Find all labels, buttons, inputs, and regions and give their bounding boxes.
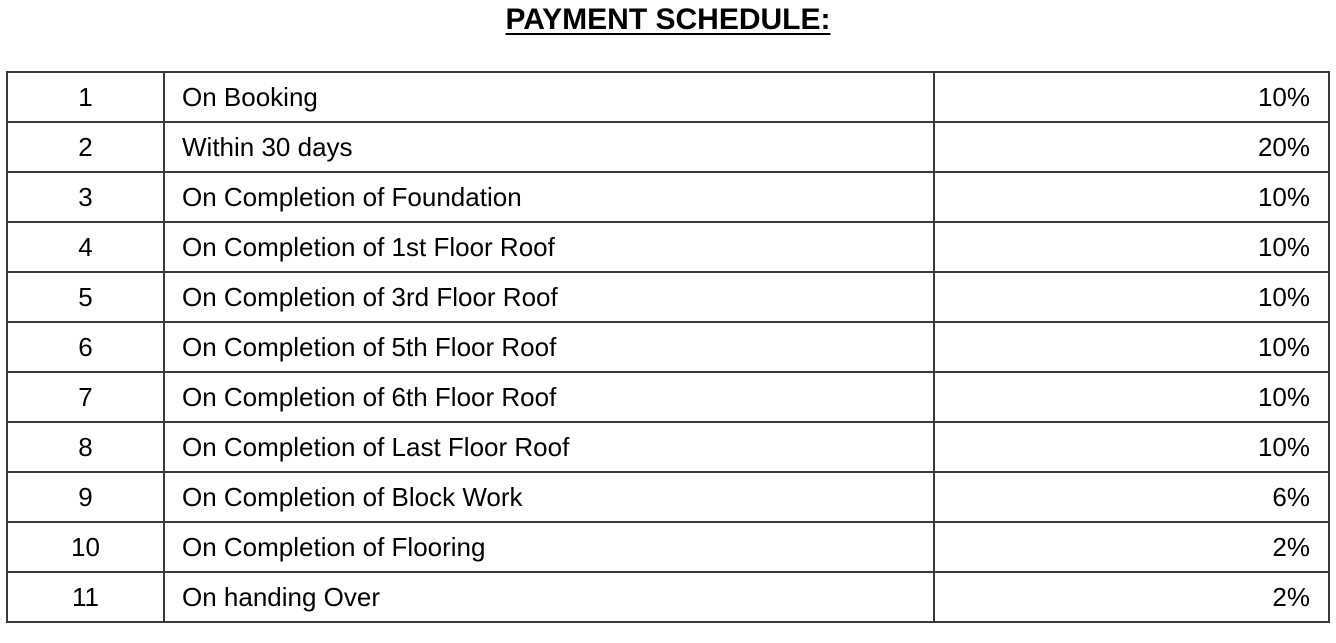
payment-percent: 2% [934,522,1329,572]
table-row [7,422,1329,472]
row-number: 7 [7,372,164,422]
row-number: 1 [7,72,164,122]
payment-percent: 20% [934,122,1329,172]
page-title-text: PAYMENT SCHEDULE: [505,3,831,36]
table-row [7,372,1329,422]
row-number: 9 [7,472,164,522]
table-row [7,222,1329,272]
payment-percent: 10% [934,322,1329,372]
payment-percent: 10% [934,72,1329,122]
payment-stage: On Completion of 1st Floor Roof [164,222,934,272]
table-row [7,122,1329,172]
payment-stage: Within 30 days [164,122,934,172]
payment-stage: On Completion of Last Floor Roof [164,422,934,472]
row-number: 11 [7,572,164,622]
payment-stage: On Booking [164,72,934,122]
row-number: 2 [7,122,164,172]
row-number: 6 [7,322,164,372]
payment-percent: 10% [934,422,1329,472]
table-row [7,572,1329,622]
payment-percent: 2% [934,572,1329,622]
table-row [7,272,1329,322]
table-row [7,322,1329,372]
payment-percent: 10% [934,372,1329,422]
payment-stage: On Completion of 6th Floor Roof [164,372,934,422]
payment-stage: On Completion of 5th Floor Roof [164,322,934,372]
payment-percent: 10% [934,272,1329,322]
payment-percent: 10% [934,222,1329,272]
row-number: 8 [7,422,164,472]
payment-schedule-table [6,71,1330,623]
table-row [7,472,1329,522]
payment-percent: 10% [934,172,1329,222]
payment-percent: 6% [934,472,1329,522]
table-row [7,522,1329,572]
table-row [7,172,1329,222]
table-row [7,72,1329,122]
row-number: 3 [7,172,164,222]
page-title [0,0,1336,44]
payment-stage: On Completion of Flooring [164,522,934,572]
payment-stage: On Completion of Foundation [164,172,934,222]
row-number: 5 [7,272,164,322]
payment-stage: On Completion of 3rd Floor Roof [164,272,934,322]
row-number: 10 [7,522,164,572]
payment-stage: On handing Over [164,572,934,622]
row-number: 4 [7,222,164,272]
payment-stage: On Completion of Block Work [164,472,934,522]
